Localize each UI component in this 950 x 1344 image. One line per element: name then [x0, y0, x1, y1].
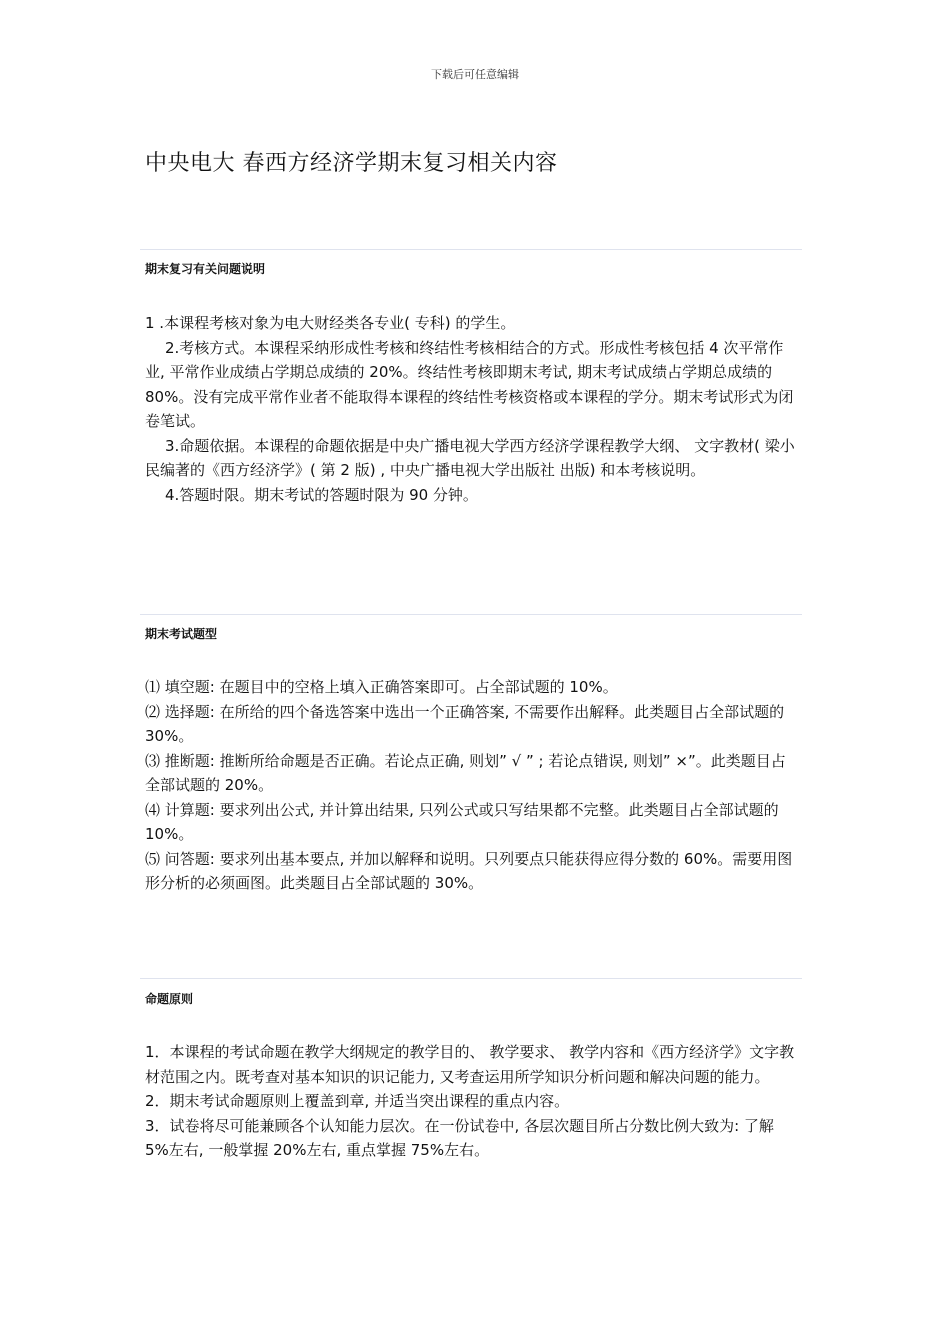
paragraph: 2．期末考试命题原则上覆盖到章, 并适当突出课程的重点内容。	[145, 1092, 570, 1110]
section-heading-question-types: 期末考试题型	[145, 627, 218, 641]
section-body-principles	[145, 1040, 795, 1163]
paragraph: ⑴ 填空题: 在题目中的空格上填入正确答案即可。占全部试题的 10%。	[145, 678, 618, 696]
paragraph: ⑵ 选择题: 在所给的四个备选答案中选出一个正确答案, 不需要作出解释。此类题目占全部试题的 30%。	[145, 702, 785, 745]
section-divider	[140, 614, 802, 615]
paragraph: 4.答题时限。期末考试的答题时限为 90 分钟。	[165, 485, 478, 504]
section-body-question-types	[145, 675, 795, 896]
paragraph: ⑷ 计算题: 要求列出公式, 并计算出结果, 只列公式或只写结果都不完整。此类题目占全部试题的 10%。	[145, 800, 779, 843]
document-title: 中央电大 春西方经济学期末复习相关内容	[145, 151, 558, 176]
section-heading-exam-notes: 期末复习有关问题说明	[145, 262, 266, 276]
paragraph: ⑸ 问答题: 要求列出基本要点, 并加以解释和说明。只列要点只能获得应得分数的 60%。需要用图形分析的必须画图。此类题目占全部试题的 30%。	[145, 849, 793, 892]
paragraph: 3.命题依据。本课程的命题依据是中央广播电视大学西方经济学课程教学大纲、 文字教材( 梁小民编著的《西方经济学》( 第 2 版) , 中央广播电视大学出版社 出版) 和本考核说明。	[145, 436, 795, 479]
section-divider	[140, 249, 802, 250]
section-heading-principles: 命题原则	[145, 992, 194, 1006]
page-header-note: 下载后可任意编辑	[431, 68, 519, 81]
paragraph: ⑶ 推断题: 推断所给命题是否正确。若论点正确, 则划” √ ” ; 若论点错误, 则划” ×”。此类题目占全部试题的 20%。	[145, 751, 786, 794]
paragraph: 1．本课程的考试命题在教学大纲规定的教学目的、 教学要求、 教学内容和《西方经济学》文字教材范围之内。既考查对基本知识的识记能力, 又考查运用所学知识分析问题和解决问题的能力。	[145, 1043, 795, 1086]
paragraph: 2.考核方式。本课程采纳形成性考核和终结性考核相结合的方式。形成性考核包括 4 次平常作业, 平常作业成绩占学期总成绩的 20%。终结性考核即期末考试, 期末考试成绩占学期总成绩的 80%。没有完成平常作业者不能取得本课程的终结性考核资格或本课程的学分。期末考试形式为闭卷笔试。	[145, 338, 794, 430]
section-divider	[140, 978, 802, 979]
section-body-exam-notes	[145, 311, 795, 507]
paragraph: 3．试卷将尽可能兼顾各个认知能力层次。在一份试卷中, 各层次题目所占分数比例大致为: 了解 5%左右, 一般掌握 20%左右, 重点掌握 75%左右。	[145, 1116, 774, 1159]
paragraph: 1 .本课程考核对象为电大财经类各专业( 专科) 的学生。	[145, 314, 516, 332]
